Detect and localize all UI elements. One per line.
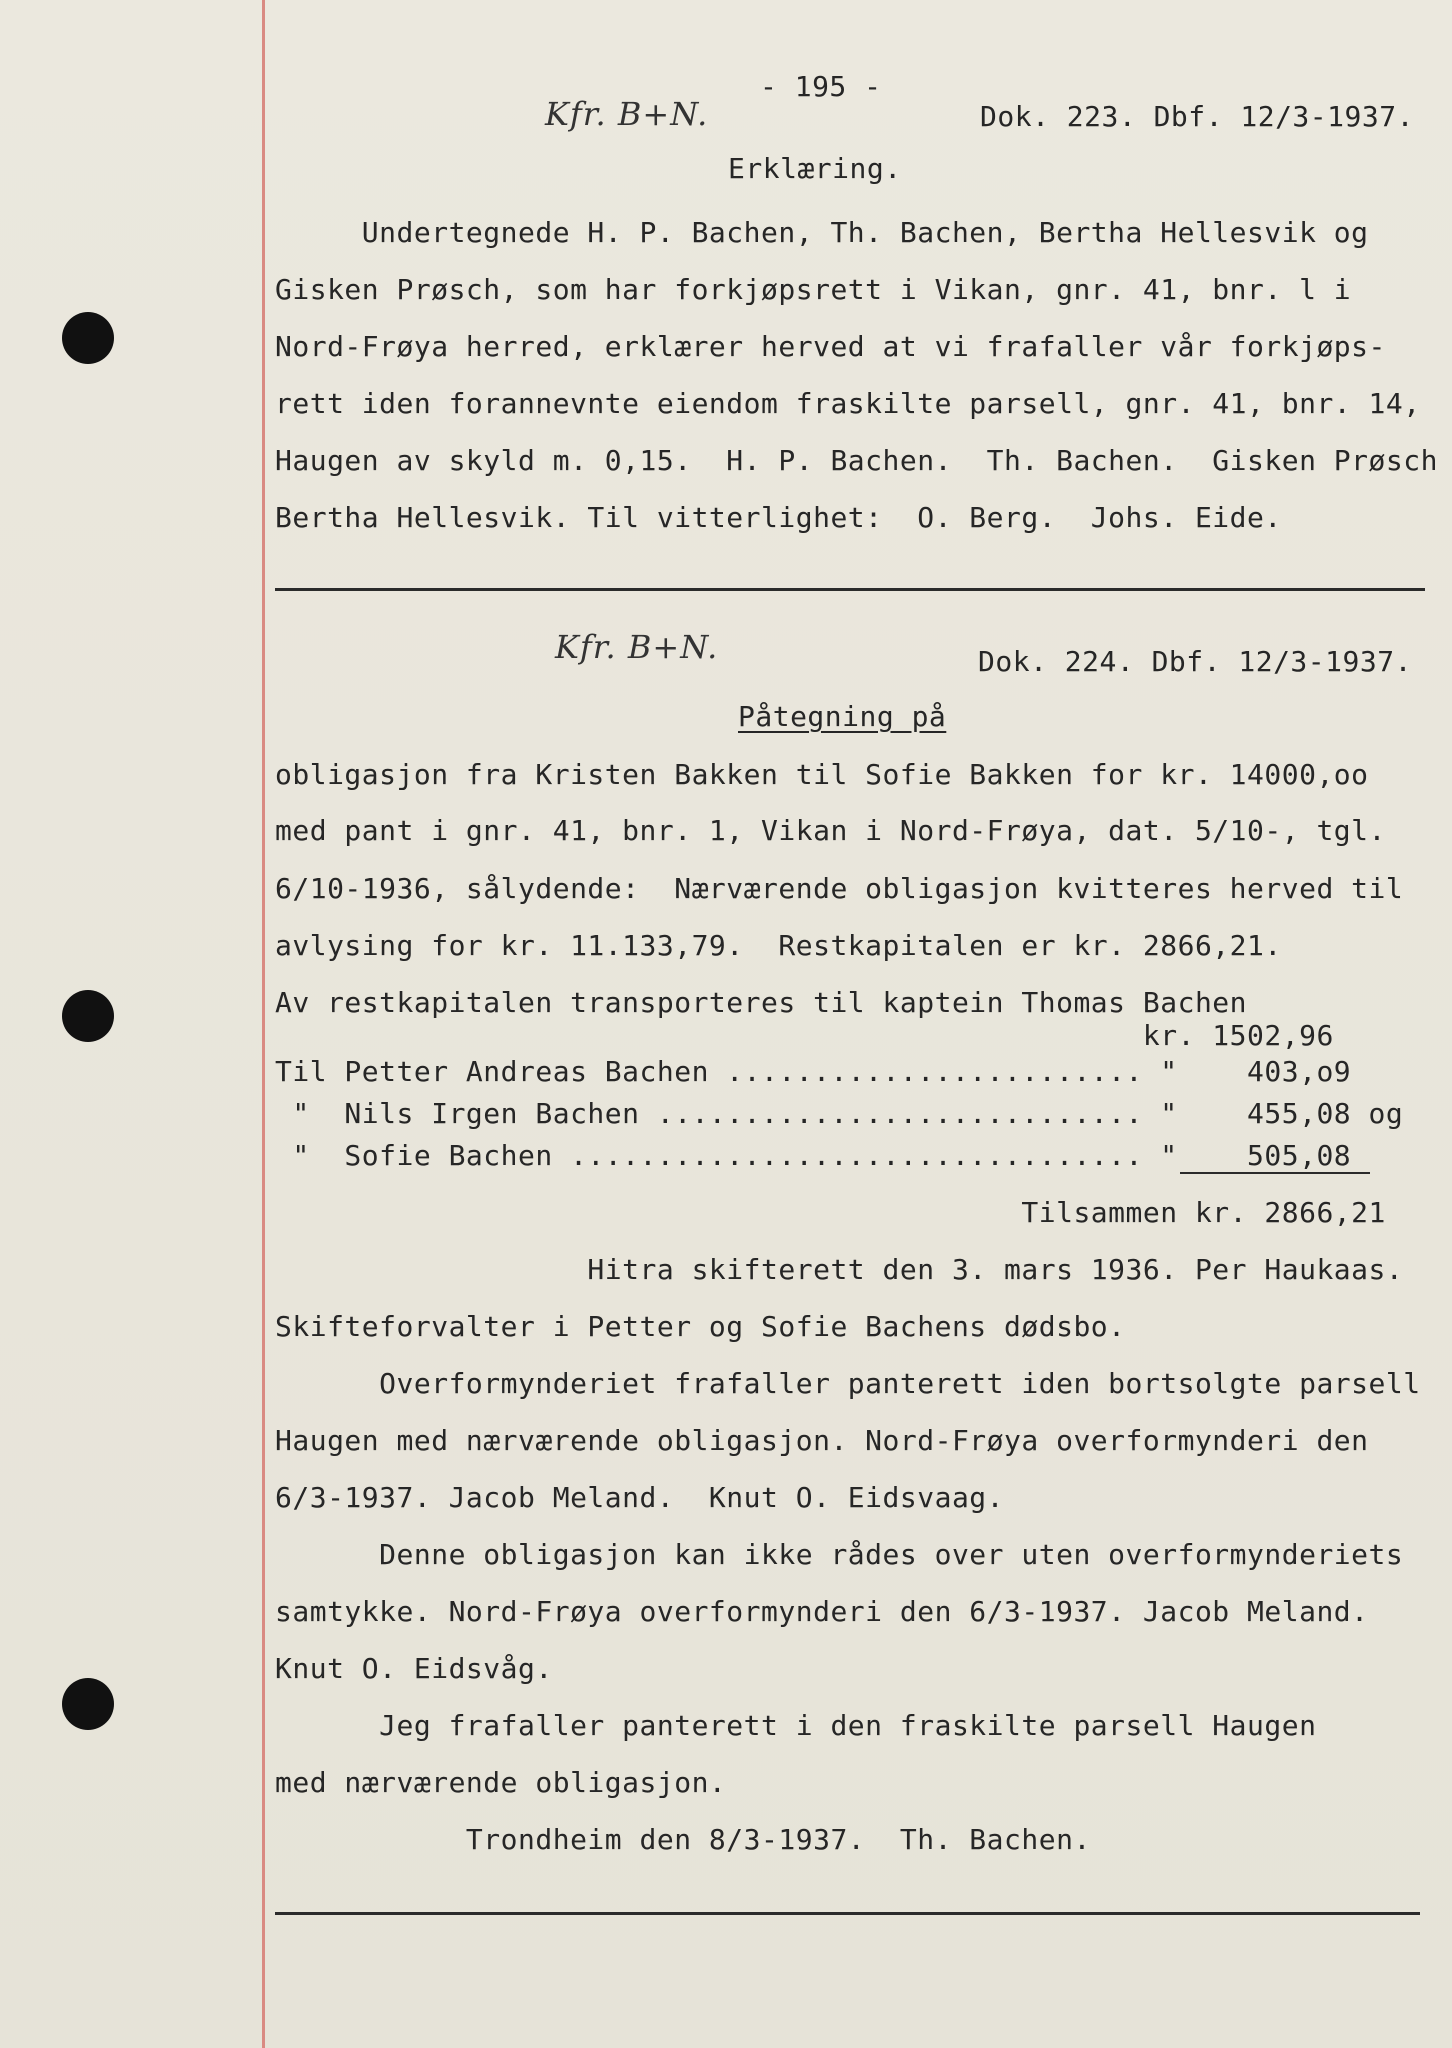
text-line: Overformynderiet frafaller panterett iden bortsolgte parsell: [275, 1367, 1421, 1400]
text-line: Hitra skifterett den 3. mars 1936. Per Haukaas.: [275, 1253, 1404, 1286]
punch-hole: [62, 1678, 114, 1730]
margin-line: [262, 0, 265, 2048]
text-line: Haugen med nærværende obligasjon. Nord-Frøya overformynderi den: [275, 1424, 1369, 1457]
text-line: samtykke. Nord-Frøya overformynderi den 6/3-1937. Jacob Meland.: [275, 1595, 1369, 1628]
text-line: Bertha Hellesvik. Til vitterlighet: O. Berg. Johs. Eide.: [275, 501, 1282, 534]
text-line: Gisken Prøsch, som har forkjøpsrett i Vikan, gnr. 41, bnr. l i: [275, 273, 1352, 306]
doc-ref: Dok. 224. Dbf. 12/3-1937.: [978, 645, 1412, 678]
divider: [275, 588, 1425, 591]
text-line: kr. 1502,96: [275, 1019, 1334, 1052]
text-line: Jeg frafaller panterett i den fraskilte parsell Haugen: [275, 1709, 1317, 1742]
text-line: rett iden forannevnte eiendom fraskilte parsell, gnr. 41, bnr. 14,: [275, 387, 1421, 420]
text-line: 6/10-1936, sålydende: Nærværende obligasjon kvitteres herved til: [275, 872, 1404, 905]
divider: [275, 1912, 1420, 1915]
text-line: Av restkapitalen transporteres til kaptein Thomas Bachen: [275, 986, 1248, 1019]
text-line: Undertegnede H. P. Bachen, Th. Bachen, Bertha Hellesvik og: [275, 216, 1369, 249]
text-line: Haugen av skyld m. 0,15. H. P. Bachen. Th. Bachen. Gisken Prøsch: [275, 444, 1438, 477]
text-line: Nord-Frøya herred, erklærer herved at vi frafaller vår forkjøps-: [275, 330, 1386, 363]
page-number: - 195 -: [760, 70, 882, 103]
margin-note: Kfr. B+N.: [545, 95, 709, 133]
text-line: med pant i gnr. 41, bnr. 1, Vikan i Nord-Frøya, dat. 5/10-, tgl.: [275, 814, 1386, 847]
text-line: obligasjon fra Kristen Bakken til Sofie Bakken for kr. 14000,oo: [275, 758, 1369, 791]
text-line: Skifteforvalter i Petter og Sofie Bachens dødsbo.: [275, 1310, 1126, 1343]
text-line: Til Petter Andreas Bachen ........................ " 403,o9: [275, 1055, 1352, 1088]
text-line: med nærværende obligasjon.: [275, 1766, 727, 1799]
punch-hole: [62, 990, 114, 1042]
text-line: " Nils Irgen Bachen ............................ " 455,08 og: [275, 1097, 1404, 1130]
text-line: " Sofie Bachen ................................. " 505,08: [275, 1139, 1352, 1172]
doc-ref: Dok. 223. Dbf. 12/3-1937.: [980, 100, 1414, 133]
margin-note: Kfr. B+N.: [555, 628, 719, 666]
punch-hole: [62, 312, 114, 364]
doc-heading: Påtegning på: [738, 700, 947, 733]
sum-underline: [1180, 1172, 1370, 1174]
text-line: Denne obligasjon kan ikke rådes over uten overformynderiets: [275, 1538, 1404, 1571]
text-line: Tilsammen kr. 2866,21: [275, 1196, 1386, 1229]
text-line: 6/3-1937. Jacob Meland. Knut O. Eidsvaag.: [275, 1481, 1005, 1514]
text-line: avlysing for kr. 11.133,79. Restkapitalen er kr. 2866,21.: [275, 929, 1282, 962]
text-line: Trondheim den 8/3-1937. Th. Bachen.: [275, 1823, 1091, 1856]
text-line: Knut O. Eidsvåg.: [275, 1652, 553, 1685]
doc-heading: Erklæring.: [728, 152, 902, 185]
